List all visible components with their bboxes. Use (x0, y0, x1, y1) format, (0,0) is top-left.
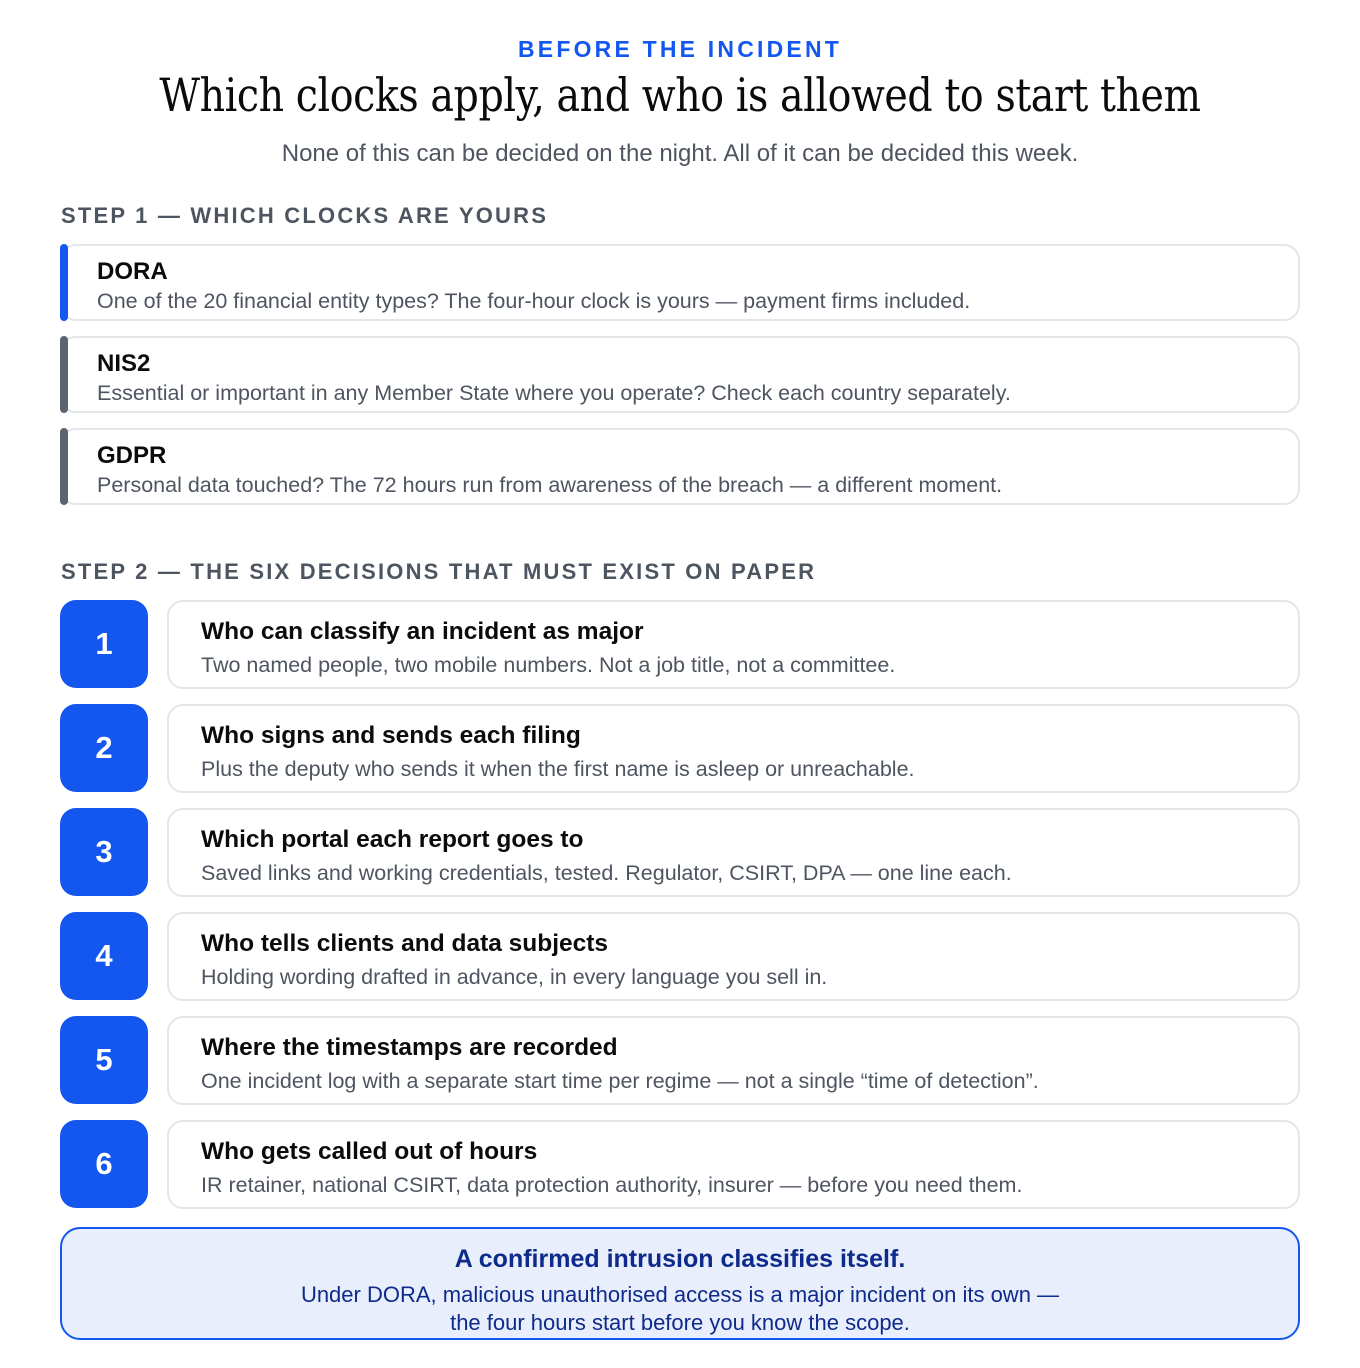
decision-title: Who tells clients and data subjects (201, 930, 609, 957)
decision-description: One incident log with a separate start time per regime — not a single “time of detection”. (201, 1069, 1039, 1093)
step2-label: STEP 2 — THE SIX DECISIONS THAT MUST EXIST ON PAPER (61, 559, 817, 584)
clock-card-nis2 (60, 336, 1300, 413)
clock-accent-bar (60, 336, 68, 413)
decision-card (167, 704, 1300, 793)
decision-title: Who gets called out of hours (201, 1138, 538, 1165)
clock-card-gdpr (60, 428, 1300, 505)
clock-description: Essential or important in any Member State where you operate? Check each country separately. (97, 381, 1011, 405)
callout-line: the four hours start before you know the scope. (450, 1310, 910, 1335)
decision-list (60, 600, 1300, 1224)
callout-line: Under DORA, malicious unauthorised access is a major incident on its own — (300, 1282, 1060, 1307)
eyebrow-label: BEFORE THE INCIDENT (517, 36, 843, 62)
decision-card (167, 600, 1300, 689)
number-badge: 5 (60, 1016, 148, 1104)
step1-label: STEP 1 — WHICH CLOCKS ARE YOURS (61, 203, 549, 228)
decision-title: Who can classify an incident as major (201, 618, 644, 645)
clock-description: One of the 20 financial entity types? The four-hour clock is yours — payment firms included. (97, 289, 971, 313)
decision-card (167, 1016, 1300, 1105)
clock-name: GDPR (97, 442, 167, 469)
decision-item (60, 600, 1300, 689)
decision-description: Saved links and working credentials, tested. Regulator, CSIRT, DPA — one line each. (201, 861, 1012, 885)
decision-description: Plus the deputy who sends it when the first name is asleep or unreachable. (201, 757, 915, 781)
decision-item (60, 1016, 1300, 1105)
decision-description: Two named people, two mobile numbers. Not a job title, not a committee. (201, 653, 896, 677)
callout-box (60, 1227, 1300, 1340)
clock-accent-bar (60, 428, 68, 505)
clock-name: DORA (97, 258, 168, 285)
decision-title: Who signs and sends each filing (201, 722, 581, 749)
decision-item (60, 1120, 1300, 1209)
decision-description: IR retainer, national CSIRT, data protection authority, insurer — before you need them. (201, 1173, 1023, 1197)
callout-body (62, 1281, 1298, 1337)
decision-card (167, 1120, 1300, 1209)
clock-description: Personal data touched? The 72 hours run from awareness of the breach — a different moment. (97, 473, 1003, 497)
decision-item (60, 912, 1300, 1001)
decision-item (60, 808, 1300, 897)
page-title: Which clocks apply, and who is allowed to start them (159, 68, 1201, 122)
number-badge: 4 (60, 912, 148, 1000)
clock-list (60, 244, 1300, 520)
clock-name: NIS2 (97, 350, 151, 377)
decision-card (167, 912, 1300, 1001)
clock-card-dora (60, 244, 1300, 321)
number-badge: 3 (60, 808, 148, 896)
number-badge: 6 (60, 1120, 148, 1208)
callout-title: A confirmed intrusion classifies itself. (454, 1245, 906, 1273)
number-badge: 2 (60, 704, 148, 792)
decision-title: Which portal each report goes to (201, 826, 584, 853)
decision-card (167, 808, 1300, 897)
clock-accent-bar (60, 244, 68, 321)
decision-title: Where the timestamps are recorded (201, 1034, 618, 1061)
decision-item (60, 704, 1300, 793)
number-badge: 1 (60, 600, 148, 688)
page-subtitle: None of this can be decided on the night. All of it can be decided this week. (281, 140, 1079, 167)
decision-description: Holding wording drafted in advance, in every language you sell in. (201, 965, 828, 989)
